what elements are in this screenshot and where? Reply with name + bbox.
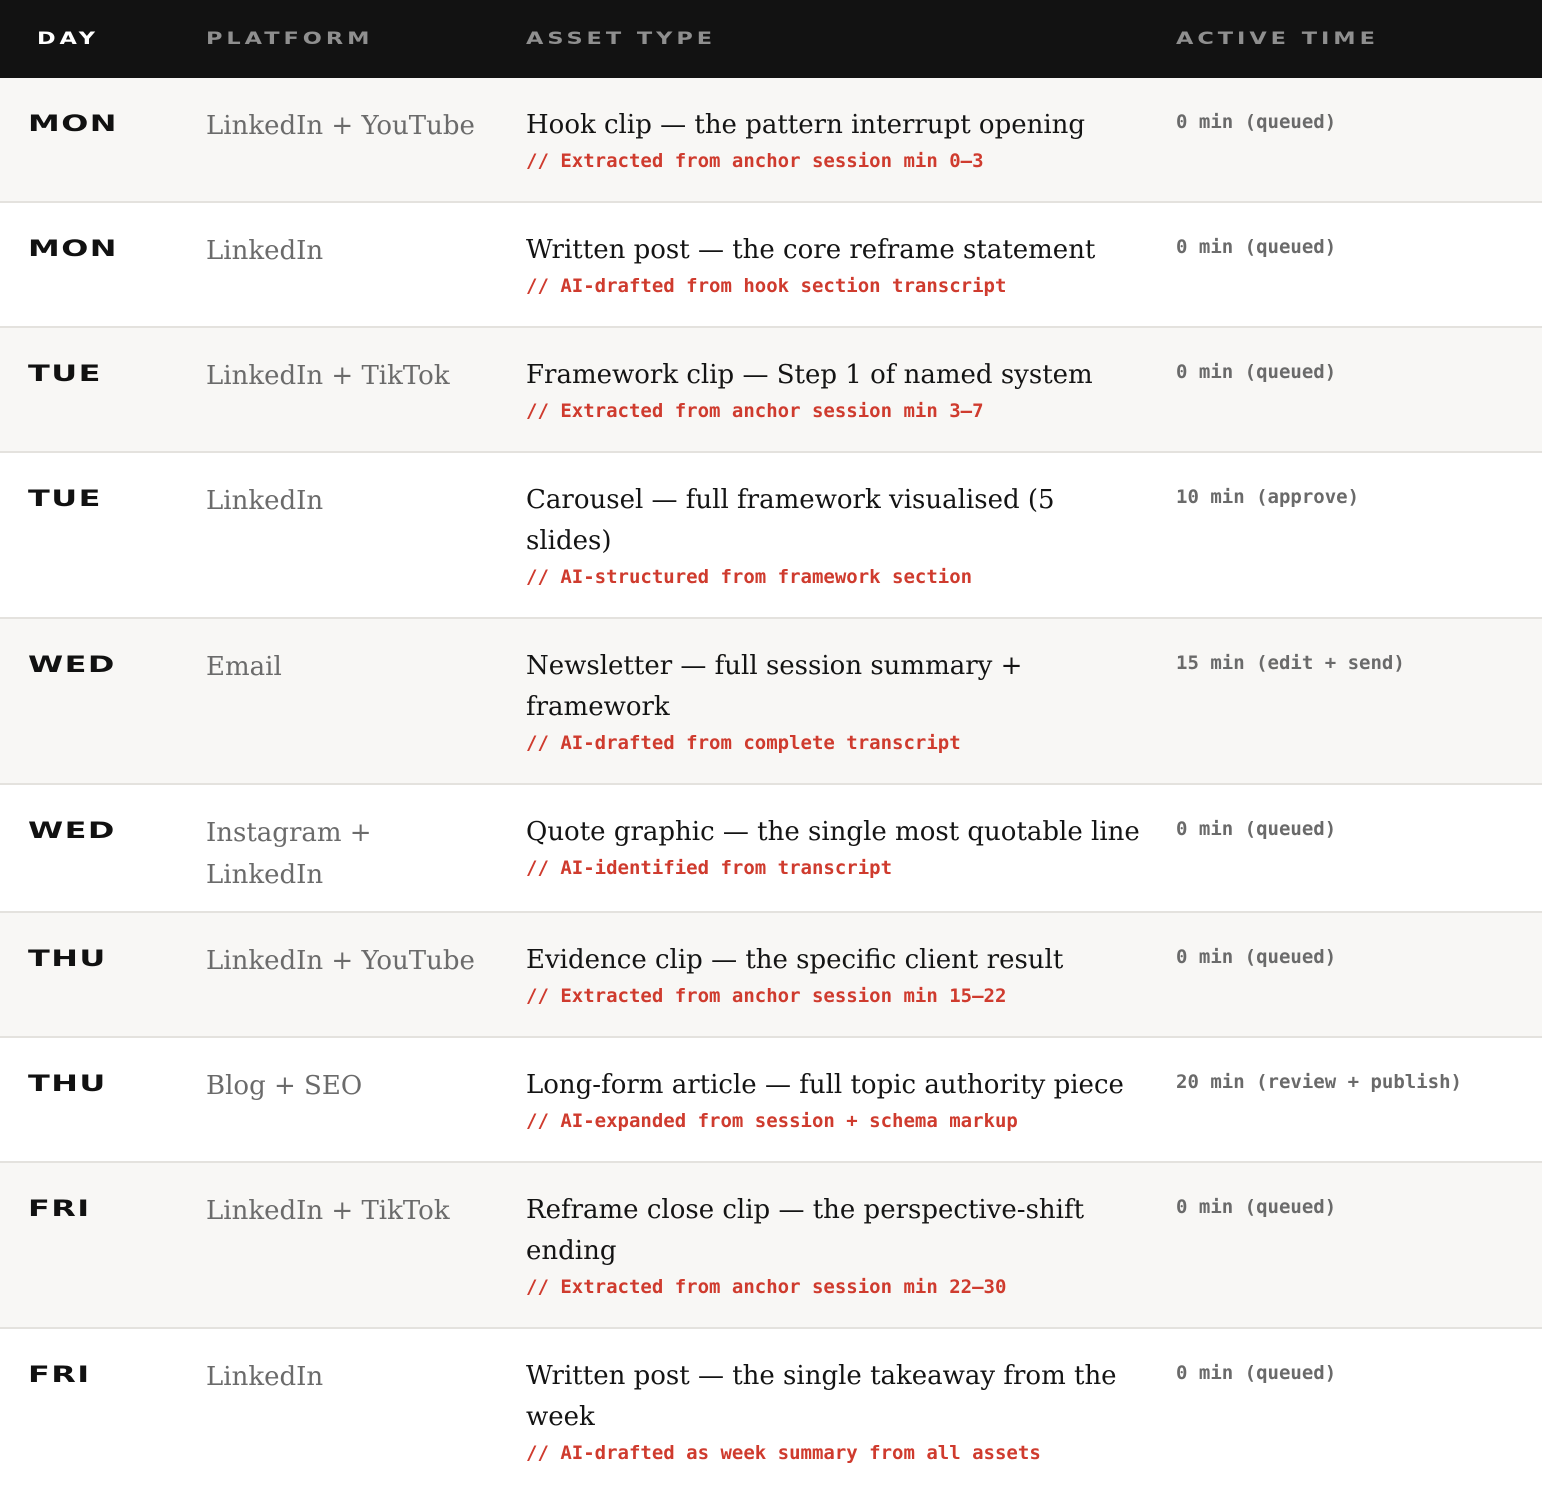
platform-cell: LinkedIn [206,1362,324,1392]
asset-note: // Extracted from anchor session min 15–22 [526,985,1007,1007]
active-time-cell: 0 min (queued) [1176,361,1337,383]
day-label: MON [28,112,118,137]
table-row [0,202,1542,327]
asset-title: Newsletter — full session summary + framework [526,651,1023,722]
asset-title: Quote graphic — the single most quotable line [526,817,1140,847]
asset-title: Hook clip — the pattern interrupt opening [526,110,1086,140]
day-cell [0,618,206,784]
asset-title: Reframe close clip — the perspective-shift ending [526,1195,1085,1266]
asset-cell [526,912,1176,1037]
platform-cell: Instagram + LinkedIn [206,818,372,890]
platform-cell: Email [206,652,282,682]
asset-note: // AI-structured from framework section [526,566,973,588]
day-cell [0,784,206,912]
table-body [0,78,1542,1500]
day-cell [0,1328,206,1500]
asset-title: Carousel — full framework visualised (5 slides) [526,485,1055,556]
platform-cell: LinkedIn + YouTube [206,111,475,141]
active-time-cell: 0 min (queued) [1176,1362,1337,1384]
table-row [0,78,1542,202]
day-cell [0,912,206,1037]
table-row [0,1328,1542,1500]
asset-note: // Extracted from anchor session min 22–30 [526,1276,1007,1298]
day-cell [0,202,206,327]
day-label: TUE [28,362,102,387]
header-asset-type: ASSET TYPE [526,29,717,49]
active-time-cell: 0 min (queued) [1176,1196,1337,1218]
active-time-cell: 15 min (edit + send) [1176,652,1405,674]
asset-cell [526,327,1176,452]
table-row [0,452,1542,618]
asset-cell [526,78,1176,202]
table-row [0,784,1542,912]
day-cell [0,452,206,618]
asset-title: Framework clip — Step 1 of named system [526,360,1093,390]
day-label: WED [28,653,116,678]
asset-title: Long-form article — full topic authority piece [526,1070,1124,1100]
platform-cell: LinkedIn + YouTube [206,946,475,976]
active-time-cell: 0 min (queued) [1176,818,1337,840]
day-label: FRI [28,1363,91,1388]
active-time-cell: 0 min (queued) [1176,111,1337,133]
day-label: THU [28,1072,107,1097]
asset-cell [526,1037,1176,1162]
day-label: WED [28,819,116,844]
asset-note: // AI-drafted from complete transcript [526,732,961,754]
platform-cell: Blog + SEO [206,1071,363,1101]
header-day: DAY [36,29,99,49]
day-cell [0,1037,206,1162]
day-label: MON [28,237,118,262]
day-cell [0,78,206,202]
day-label: FRI [28,1197,91,1222]
asset-note: // Extracted from anchor session min 3–7 [526,400,984,422]
asset-note: // AI-drafted from hook section transcript [526,275,1007,297]
day-cell [0,1162,206,1328]
asset-note: // AI-drafted as week summary from all assets [526,1442,1041,1464]
asset-cell [526,784,1176,912]
asset-note: // AI-identified from transcript [526,857,893,879]
asset-cell [526,1162,1176,1328]
table-header [0,0,1542,78]
day-cell [0,327,206,452]
platform-cell: LinkedIn [206,236,324,266]
asset-cell [526,618,1176,784]
platform-cell: LinkedIn [206,486,324,516]
table-row [0,1037,1542,1162]
day-label: TUE [28,487,102,512]
header-row [0,0,1542,78]
active-time-cell: 10 min (approve) [1176,486,1360,508]
platform-cell: LinkedIn + TikTok [206,361,450,391]
platform-cell: LinkedIn + TikTok [206,1196,450,1226]
active-time-cell: 20 min (review + publish) [1176,1071,1462,1093]
asset-cell [526,202,1176,327]
day-label: THU [28,947,107,972]
active-time-cell: 0 min (queued) [1176,236,1337,258]
asset-title: Evidence clip — the specific client result [526,945,1064,975]
header-platform: PLATFORM [206,29,374,49]
header-active-time: ACTIVE TIME [1176,29,1379,49]
active-time-cell: 0 min (queued) [1176,946,1337,968]
table-row [0,327,1542,452]
table-row [0,1162,1542,1328]
asset-note: // Extracted from anchor session min 0–3 [526,150,984,172]
table-row [0,912,1542,1037]
asset-note: // AI-expanded from session + schema markup [526,1110,1018,1132]
table-row [0,618,1542,784]
asset-title: Written post — the core reframe statement [526,235,1096,265]
asset-title: Written post — the single takeaway from the week [526,1361,1117,1432]
asset-cell [526,1328,1176,1500]
asset-cell [526,452,1176,618]
